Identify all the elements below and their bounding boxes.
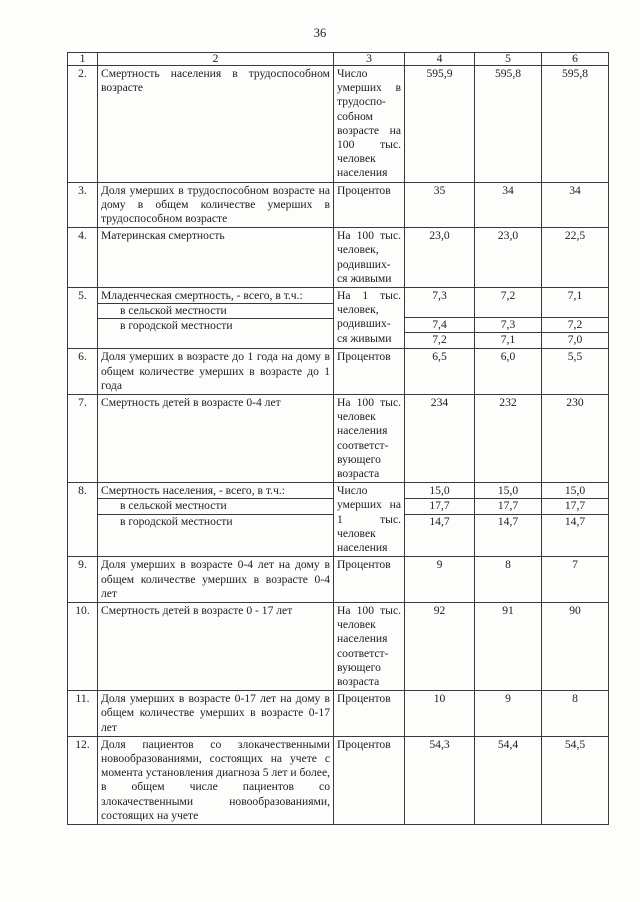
value-col6: 34: [542, 182, 609, 228]
value-col5: 54,4: [475, 736, 542, 824]
indicator-sub-rural: в сельской местности: [120, 499, 227, 513]
value-col6: 54,5: [542, 736, 609, 824]
indicator-sub-urban: в городской местности: [120, 319, 233, 333]
header-cell: 3: [334, 53, 405, 66]
value-col5: 8: [475, 557, 542, 603]
value-col4: 234: [405, 395, 475, 483]
value-col6: 8: [542, 691, 609, 737]
unit-cell: На 100 тыс. человек населения соответст-вующего возраста: [334, 602, 405, 690]
value-col4: 6,5: [405, 349, 475, 395]
value-col4: 10: [405, 691, 475, 737]
indicator-cell: Смертность детей в возрасте 0 - 17 лет: [98, 602, 334, 690]
indicator-sub-urban: в городской местности: [120, 514, 233, 528]
value-col5: 7,2 7,3 7,1: [475, 288, 542, 349]
value-col6: 15,0 17,7 14,7: [542, 483, 609, 557]
value-col4: 54,3: [405, 736, 475, 824]
indicator-cell: Материнская смертность: [98, 228, 334, 288]
row-number: 11.: [68, 691, 98, 737]
value-col5: 15,0 17,7 14,7: [475, 483, 542, 557]
unit-cell: Число умерших на 1 тыс. человек населения: [334, 483, 405, 557]
table-header-row: [68, 53, 609, 66]
indicator-cell: Смертность детей в возрасте 0-4 лет: [98, 395, 334, 483]
value-col4: 23,0: [405, 228, 475, 288]
table-row: [68, 182, 609, 228]
value-col4: 92: [405, 602, 475, 690]
header-cell: 4: [405, 53, 475, 66]
table-row: [68, 602, 609, 690]
table-row: [68, 483, 609, 557]
value-col6: 90: [542, 602, 609, 690]
table-row: [68, 349, 609, 395]
table-row: [68, 66, 609, 183]
row-number: 3.: [68, 182, 98, 228]
indicator-cell: Доля умерших в возрасте 0-4 лет на дому в общем количестве умерших в возрасте 0-4 лет: [98, 557, 334, 603]
indicator-cell: Доля умерших в возрасте 0-17 лет на дому в общем количестве умерших в возрасте 0-17 лет: [98, 691, 334, 737]
table-row: [68, 395, 609, 483]
unit-cell: Процентов: [334, 691, 405, 737]
row-number: 5.: [68, 288, 98, 349]
value-col5: 23,0: [475, 228, 542, 288]
row-number: 10.: [68, 602, 98, 690]
value-col5: 91: [475, 602, 542, 690]
value-col5: 6,0: [475, 349, 542, 395]
indicator-main: Младенческая смертность, - всего, в т.ч.:: [101, 289, 303, 303]
indicator-cell: [98, 288, 334, 349]
row-number: 6.: [68, 349, 98, 395]
indicator-cell: [98, 483, 334, 557]
table-row: [68, 228, 609, 288]
indicator-cell: Доля пациентов со злокачественными новообразованиями, состоящих на учете с момента установления диагноза 5 лет и более, в общем числе пациентов со злокачественными новообразованиями, состоящих на учете: [98, 736, 334, 824]
unit-cell: Число умерших в трудоспо-собном возрасте на 100 тыс. человек населения: [334, 66, 405, 183]
unit-cell: Процентов: [334, 349, 405, 395]
indicator-cell: Смертность населения в трудоспособном возрасте: [98, 66, 334, 183]
indicator-sub-rural: в сельской местности: [120, 304, 227, 318]
indicator-cell: Доля умерших в трудоспособном возрасте на дому в общем количестве умерших в трудоспособном возрасте: [98, 182, 334, 228]
value-col4: 15,0 17,7 14,7: [405, 483, 475, 557]
value-col5: 9: [475, 691, 542, 737]
row-number: 8.: [68, 483, 98, 557]
unit-cell: Процентов: [334, 736, 405, 824]
header-cell: 2: [98, 53, 334, 66]
page-number: 36: [313, 26, 327, 40]
value-col4: 9: [405, 557, 475, 603]
unit-cell: На 1 тыс. человек, родивших-ся живыми: [334, 288, 405, 349]
value-col4: 595,9: [405, 66, 475, 183]
unit-cell: Процентов: [334, 557, 405, 603]
value-col5: 595,8: [475, 66, 542, 183]
unit-cell: На 100 тыс. человек, родивших-ся живыми: [334, 228, 405, 288]
unit-cell: На 100 тыс. человек населения соответст-вующего возраста: [334, 395, 405, 483]
row-number: 4.: [68, 228, 98, 288]
value-col6: 7: [542, 557, 609, 603]
indicator-cell: Доля умерших в возрасте до 1 года на дому в общем количестве умерших в возрасте до 1 года: [98, 349, 334, 395]
row-number: 9.: [68, 557, 98, 603]
row-number: 2.: [68, 66, 98, 183]
value-col6: 5,5: [542, 349, 609, 395]
value-col6: 230: [542, 395, 609, 483]
value-col4: 7,3 7,4 7,2: [405, 288, 475, 349]
table-row: [68, 691, 609, 737]
indicators-table: [67, 52, 609, 825]
value-col6: 22,5: [542, 228, 609, 288]
unit-cell: Процентов: [334, 182, 405, 228]
value-col5: 232: [475, 395, 542, 483]
indicator-main: Смертность населения, - всего, в т.ч.:: [101, 484, 285, 498]
table-row: [68, 736, 609, 824]
table-row: [68, 557, 609, 603]
value-col5: 34: [475, 182, 542, 228]
header-cell: 1: [68, 53, 98, 66]
value-col6: 7,1 7,2 7,0: [542, 288, 609, 349]
value-col4: 35: [405, 182, 475, 228]
row-number: 7.: [68, 395, 98, 483]
row-number: 12.: [68, 736, 98, 824]
header-cell: 6: [542, 53, 609, 66]
header-cell: 5: [475, 53, 542, 66]
value-col6: 595,8: [542, 66, 609, 183]
table-row: [68, 288, 609, 349]
